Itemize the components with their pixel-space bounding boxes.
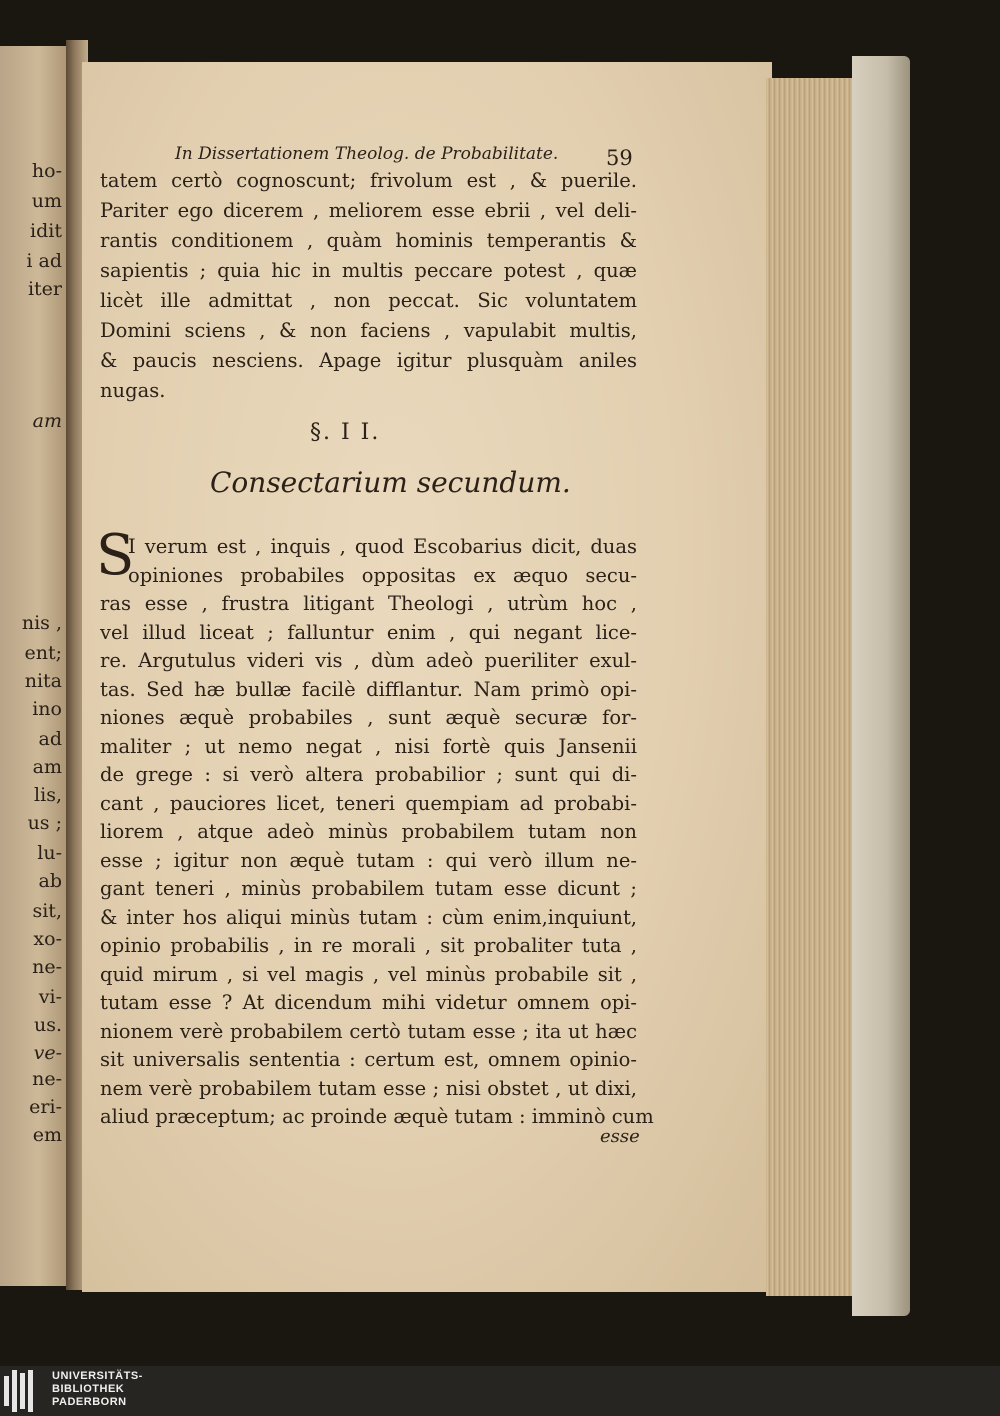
text-line: de grege : si verò altera probabilior ; sunt qui di- — [100, 763, 637, 786]
text-line: rantis conditionem , quàm hominis temperantis & — [100, 229, 637, 252]
text-line: sit universalis sententia : certum est, omnem opinio- — [100, 1048, 637, 1071]
text-line: I verum est , inquis , quod Escobarius dicit, duas — [128, 535, 637, 558]
left-page-fragment: lis, — [34, 784, 62, 806]
left-page-fragment: ho- — [31, 160, 62, 182]
left-page-fragment: ent; — [24, 642, 62, 664]
left-page-fragment: i ad — [26, 250, 62, 272]
left-page-edge — [0, 46, 70, 1286]
text-line: niones æquè probabiles , sunt æquè securæ for- — [100, 706, 637, 729]
text-line: Domini sciens , & non faciens , vapulabit multis, — [100, 319, 637, 342]
library-name-line-3: PADERBORN — [52, 1396, 127, 1408]
left-page-fragment: nita — [24, 670, 62, 692]
left-page-fragment: us ; — [27, 812, 62, 834]
text-line: sapientis ; quia hic in multis peccare potest , quæ — [100, 259, 637, 282]
left-page-fragment: ad — [38, 728, 62, 750]
text-line: & paucis nesciens. Apage igitur plusquàm aniles — [100, 349, 637, 372]
library-logo-icon — [4, 1370, 44, 1412]
page-fore-edge — [766, 78, 858, 1296]
text-line: tutam esse ? At dicendum mihi videtur omnem opi- — [100, 991, 637, 1014]
text-line: gant teneri , minùs probabilem tutam esse dicunt ; — [100, 877, 637, 900]
left-page-fragment: em — [32, 1124, 62, 1146]
page-number: 59 — [606, 146, 633, 170]
drop-cap: S — [96, 523, 135, 588]
left-page-fragment: am — [32, 756, 62, 778]
text-line: nem verè probabilem tutam esse ; nisi obstet , ut dixi, — [100, 1077, 637, 1100]
left-page-fragment: ino — [32, 698, 62, 720]
text-line: esse ; igitur non æquè tutam : qui verò illum ne- — [100, 849, 637, 872]
back-cover — [852, 56, 910, 1316]
section-mark: §. I I. — [310, 420, 381, 445]
left-page-fragment: am — [32, 410, 62, 432]
text-line: opinio probabilis , in re morali , sit probaliter tuta , — [100, 934, 637, 957]
text-line: & inter hos aliqui minùs tutam : cùm enim,inquiunt, — [100, 906, 637, 929]
text-line: licèt ille admittat , non peccat. Sic voluntatem — [100, 289, 637, 312]
text-line: nugas. — [100, 379, 166, 402]
library-name-line-2: BIBLIOTHEK — [52, 1383, 125, 1395]
text-line: ras esse , frustra litigant Theologi , utrùm hoc , — [100, 592, 637, 615]
left-page-fragment: eri- — [29, 1096, 62, 1118]
text-line: nionem verè probabilem certò tutam esse ; ita ut hæc — [100, 1020, 637, 1043]
text-line: Pariter ego dicerem , meliorem esse ebrii , vel deli- — [100, 199, 637, 222]
text-line: tas. Sed hæ bullæ facilè difflantur. Nam primò opi- — [100, 678, 637, 701]
text-line: re. Argutulus videri vis , dùm adeò pueriliter exul- — [100, 649, 637, 672]
catchword: esse — [600, 1126, 640, 1147]
text-line: vel illud liceat ; falluntur enim , qui negant lice- — [100, 621, 637, 644]
text-line: maliter ; ut nemo negat , nisi fortè quis Jansenii — [100, 735, 637, 758]
left-page-fragment: um — [31, 190, 62, 212]
text-line: aliud præceptum; ac proinde æquè tutam : imminò cum — [100, 1105, 654, 1128]
left-page-fragment: iter — [27, 278, 62, 300]
left-page-fragment: idit — [30, 220, 62, 242]
left-page-fragment: nis , — [21, 612, 62, 634]
text-line: cant , pauciores licet, teneri quempiam ad probabi- — [100, 792, 637, 815]
left-page-fragment: ab — [38, 870, 62, 892]
left-page-fragment: lu- — [37, 842, 62, 864]
left-page-fragment: us. — [33, 1014, 62, 1036]
section-title: Consectarium secundum. — [210, 466, 571, 499]
left-page-fragment: vi- — [38, 986, 62, 1008]
library-name — [52, 1370, 143, 1409]
left-page-fragment: xo- — [33, 928, 62, 950]
left-page-fragment: ne- — [32, 956, 62, 978]
left-page-fragment: ne- — [32, 1068, 62, 1090]
text-line: liorem , atque adeò minùs probabilem tutam non — [100, 820, 637, 843]
library-name-line-1: UNIVERSITÄTS- — [52, 1370, 143, 1382]
text-line: quid mirum , si vel magis , vel minùs probabile sit , — [100, 963, 637, 986]
text-line: opiniones probabiles oppositas ex æquo secu- — [128, 564, 637, 587]
left-page-fragment: ve- — [33, 1042, 62, 1064]
library-footer — [0, 1366, 1000, 1416]
left-page-fragment: sit, — [32, 900, 62, 922]
text-line: tatem certò cognoscunt; frivolum est , & puerile. — [100, 169, 637, 192]
running-head: In Dissertationem Theolog. de Probabilitate. — [175, 144, 559, 164]
